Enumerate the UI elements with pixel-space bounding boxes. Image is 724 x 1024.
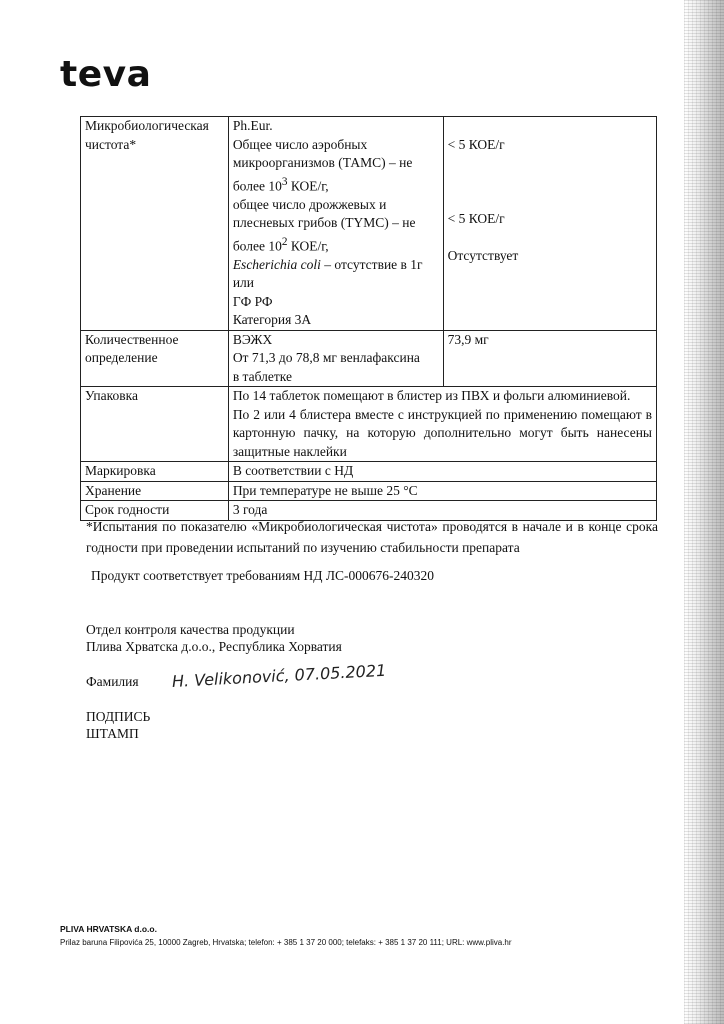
scan-edge <box>684 0 724 1024</box>
handwritten-signature: H. Velikonović, 07.05.2021 <box>171 660 387 691</box>
footer-address: Prilaz baruna Filipovića 25, 10000 Zagreb, Hrvatska; telefon: + 385 1 37 20 000; telefaks: + 385 1 37 20 111; URL: www.pliva.hr <box>60 938 512 947</box>
assay-name-line2: определение <box>85 350 158 365</box>
packaging-value-cell <box>228 387 656 462</box>
micro-method-l7-pre: более 10 <box>232 238 282 253</box>
assay-method-cell <box>228 330 443 387</box>
micro-method-l4 <box>233 173 439 196</box>
shelf-life-value-cell: 3 года <box>228 501 656 521</box>
micro-result-tamc: < 5 КОЕ/г <box>447 136 505 152</box>
micro-method-l10: ГФ РФ <box>232 293 273 309</box>
micro-method-l4-pre: более 10 <box>232 178 282 193</box>
micro-name-line1: Микробиологическая <box>85 118 209 133</box>
row-microbiology <box>81 117 657 331</box>
micro-result-cell <box>443 117 656 331</box>
row-storage <box>81 481 657 501</box>
packaging-name-cell: Упаковка <box>81 387 229 462</box>
row-packaging <box>81 387 657 462</box>
department-name: Отдел контроля качества продукции <box>86 622 295 637</box>
shelf-life-name-cell: Срок годности <box>81 501 229 521</box>
assay-name-line1: Количественное <box>85 331 179 347</box>
packaging-p1: По 14 таблеток помещают в блистер из ПВХ и фольги алюминиевой. <box>232 388 631 403</box>
micro-method-l4-sup: 3 <box>281 175 288 188</box>
micro-method-l1: Ph.Eur. <box>232 118 273 133</box>
signature-label: ПОДПИСЬ <box>86 709 151 724</box>
micro-method-l6: плесневых грибов (TYMC) – не <box>232 215 416 230</box>
storage-name-cell: Хранение <box>81 481 229 501</box>
micro-method-l7-sup: 2 <box>281 235 288 248</box>
footer-company: PLIVA HRVATSKA d.o.o. <box>60 924 157 934</box>
micro-method-l4-post: КОЕ/г, <box>287 178 329 193</box>
micro-method-l8-rest: – отсутствие в 1г <box>320 256 423 272</box>
company-name: Плива Хрватска д.о.о., Республика Хорватия <box>86 639 342 654</box>
assay-method-l1: ВЭЖХ <box>232 331 273 347</box>
row-marking <box>81 462 657 482</box>
micro-method-l8-italic: Escherichia coli <box>232 256 321 272</box>
assay-method-l3: в таблетке <box>232 368 292 384</box>
micro-name-cell <box>81 117 229 331</box>
conformity-statement: Продукт соответствует требованиям НД ЛС-000676-240320 <box>91 568 435 583</box>
micro-method-l5: общее число дрожжевых и <box>232 196 387 212</box>
marking-value-cell: В соответствии с НД <box>228 462 656 482</box>
teva-logo: teva <box>60 54 152 95</box>
micro-method-l3: микроорганизмов (ТАМС) – не <box>232 155 413 170</box>
footnote-microbiology: *Испытания по показателю «Микробиологическая чистота» проводятся в начале и в конце срока годности при проведении испытаний по изучению стабильности препарата <box>86 519 658 555</box>
spec-table <box>80 116 657 521</box>
micro-method-l9: или <box>232 275 254 290</box>
micro-method-l11: Категория 3А <box>232 312 312 327</box>
surname-label: Фамилия <box>86 674 139 689</box>
micro-method-l8 <box>233 256 439 275</box>
micro-result-tymc: < 5 КОЕ/г <box>447 210 505 226</box>
row-assay <box>81 330 657 387</box>
micro-method-l7 <box>233 233 439 256</box>
micro-method-cell <box>228 117 443 331</box>
storage-value-cell: При температуре не выше 25 °С <box>228 481 656 501</box>
stamp-label: ШТАМП <box>86 726 139 741</box>
micro-result-ecoli: Отсутствует <box>447 247 519 263</box>
micro-name-line2: чистота* <box>85 136 137 152</box>
micro-method-l7-post: КОЕ/г, <box>287 238 329 253</box>
micro-method-l2: Общее число аэробных <box>232 136 368 152</box>
assay-result: 73,9 мг <box>447 331 489 347</box>
assay-method-l2: От 71,3 до 78,8 мг венлафаксина <box>232 350 420 365</box>
assay-result-cell <box>443 330 656 387</box>
marking-name-cell: Маркировка <box>81 462 229 482</box>
packaging-p2: По 2 или 4 блистера вместе с инструкцией по применению помещают в картонную пачку, на которую дополнительно могут быть нанесены защитные наклейки <box>232 406 652 459</box>
assay-name-cell <box>81 330 229 387</box>
